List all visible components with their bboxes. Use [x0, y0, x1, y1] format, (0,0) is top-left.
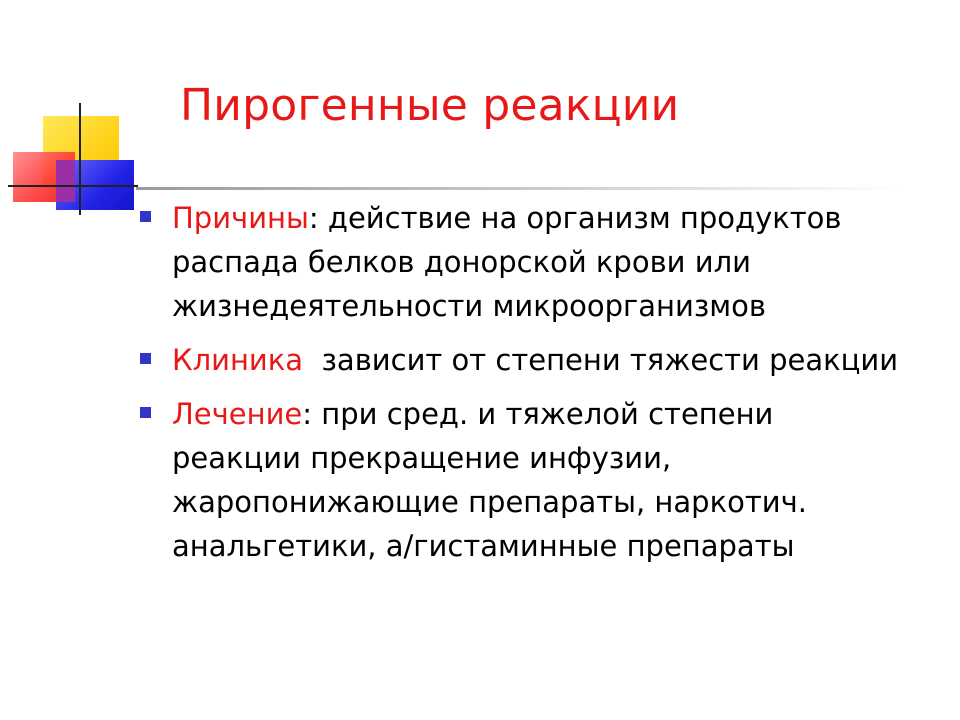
square-bullet-icon	[140, 407, 151, 418]
bullet-item-causes	[140, 196, 910, 328]
bullet-text: действие на организм продуктов распада белков донорской крови или жизнедеятельности микроорганизмов	[172, 201, 842, 323]
bullet-term: Клиника	[172, 343, 304, 377]
logo-vertical-line	[79, 103, 81, 215]
bullet-term: Причины	[172, 201, 309, 235]
bullet-separator	[303, 343, 321, 377]
bullet-term: Лечение	[172, 397, 303, 431]
bullet-list	[140, 196, 910, 578]
bullet-text: при сред. и тяжелой степени реакции прекращение инфузии, жаропонижающие препараты, наркотич. анальгетики, а/гистаминные препараты	[172, 397, 807, 563]
bullet-item-clinic	[140, 338, 910, 382]
logo-horizontal-line	[8, 185, 138, 187]
slide-title: Пирогенные реакции	[180, 80, 680, 131]
bullet-item-treatment	[140, 392, 910, 568]
logo-overlap-square	[56, 160, 75, 202]
bullet-text: зависит от степени тяжести реакции	[321, 343, 899, 377]
square-bullet-icon	[140, 211, 151, 222]
bullet-separator: :	[302, 397, 322, 431]
bullet-separator: :	[308, 201, 328, 235]
title-underline-rule	[136, 187, 906, 190]
square-bullet-icon	[140, 353, 151, 364]
